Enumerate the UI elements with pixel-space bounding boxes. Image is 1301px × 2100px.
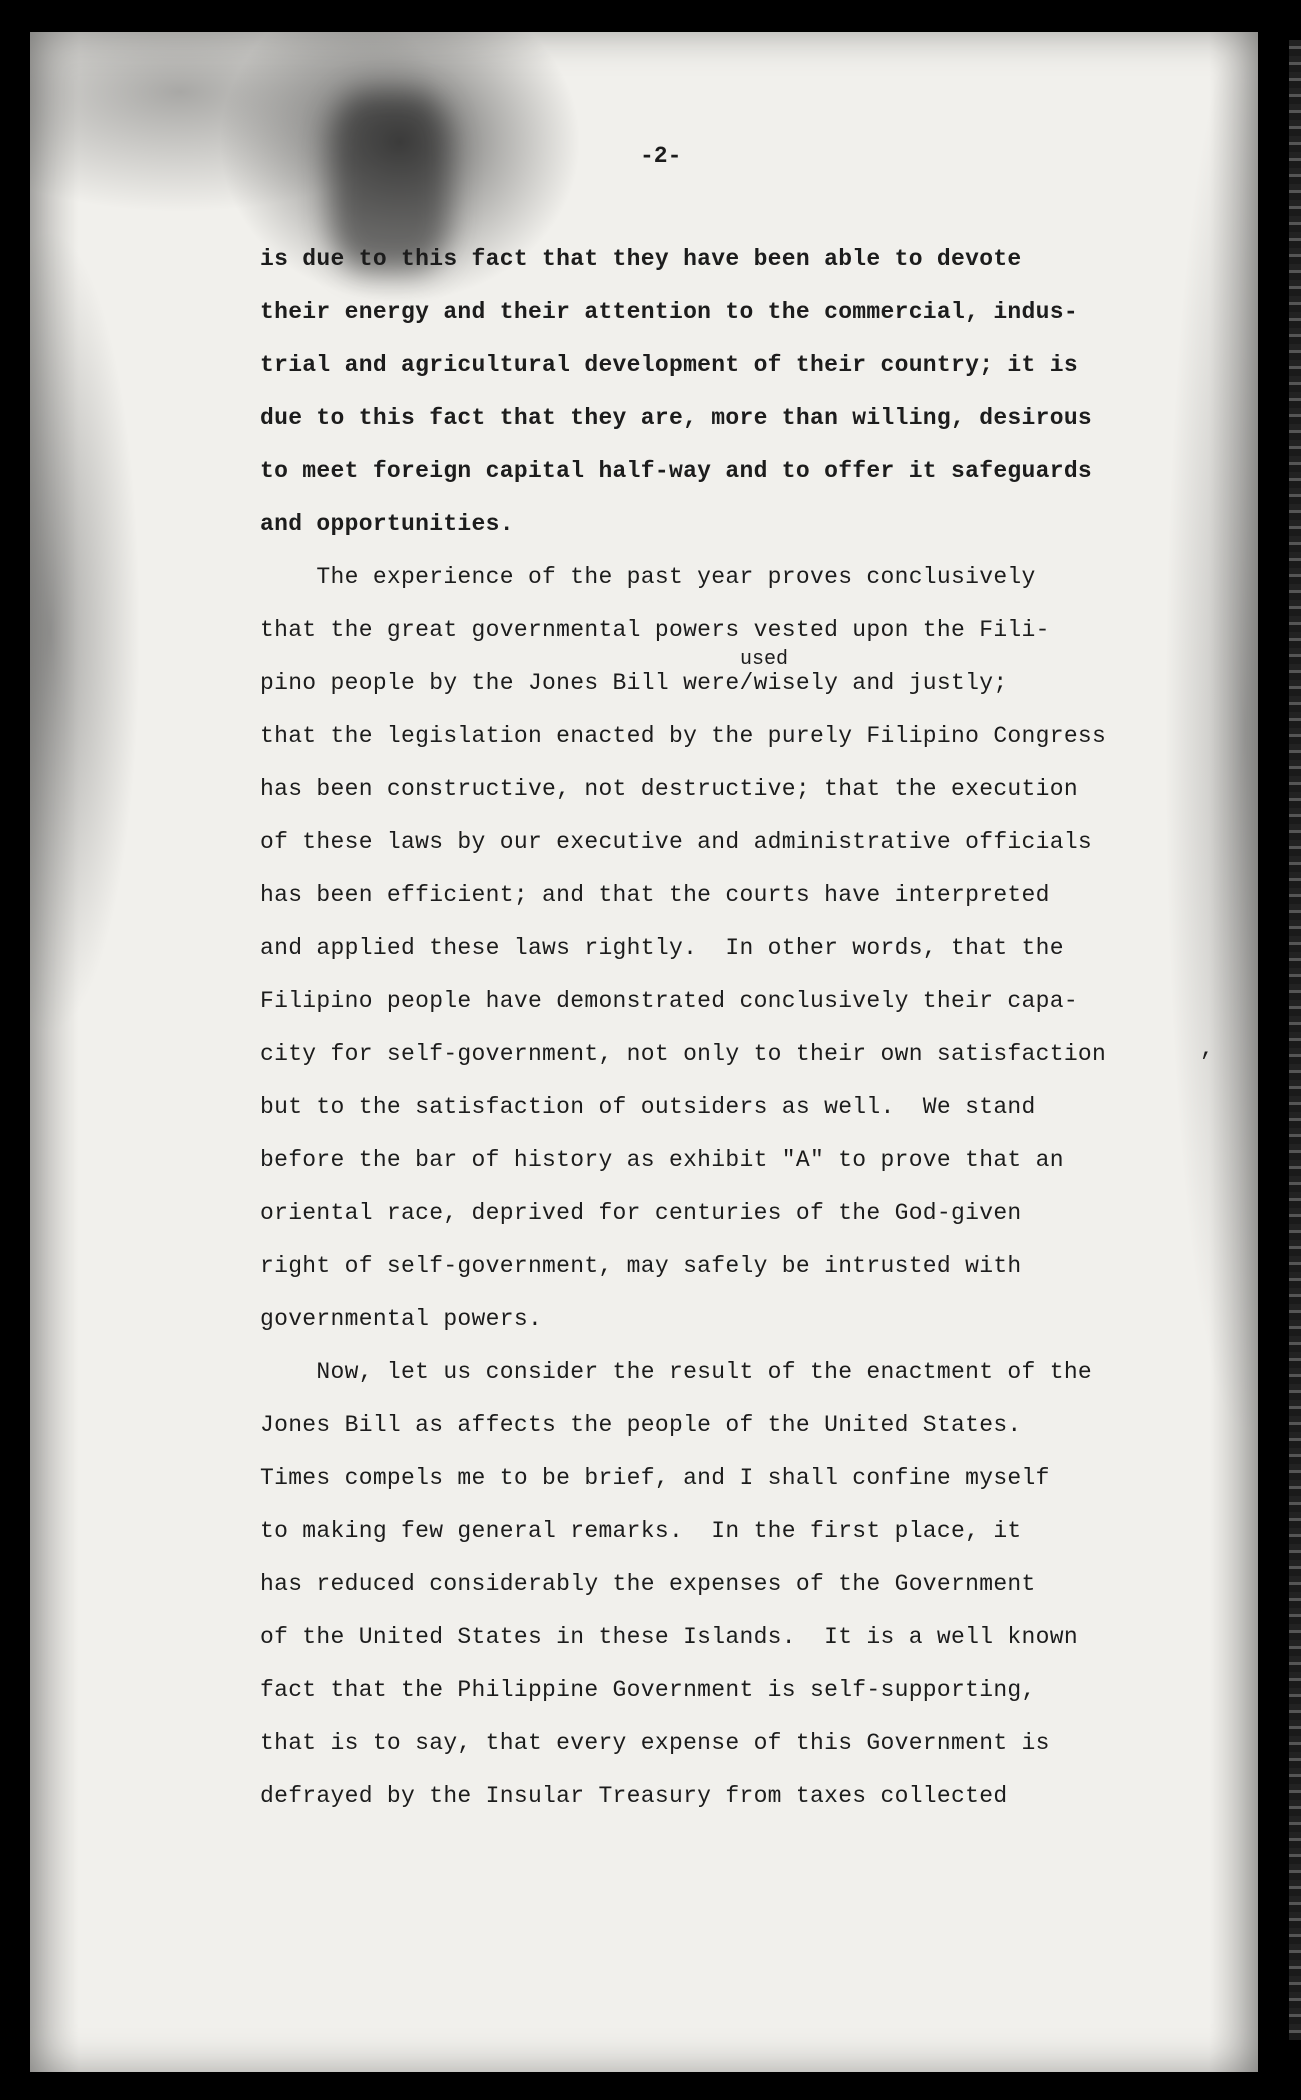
text-line: Times compels me to be brief, and I shall confine myself xyxy=(260,1465,1050,1491)
text-line: their energy and their attention to the commercial, indus- xyxy=(260,299,1078,325)
text-line: to meet foreign capital half-way and to offer it safeguards xyxy=(260,458,1093,484)
text-line: trial and agricultural development of their country; it is xyxy=(260,352,1078,378)
text-line: Jones Bill as affects the people of the United States. xyxy=(260,1412,1022,1438)
text-line: has reduced considerably the expenses of the Government xyxy=(260,1571,1036,1597)
text-line: to making few general remarks. In the first place, it xyxy=(260,1518,1022,1544)
text-line: city for self-government, not only to their own satisfaction xyxy=(260,1041,1107,1067)
page-edge xyxy=(1289,40,1301,2040)
text-line: Filipino people have demonstrated conclusively their capa- xyxy=(260,988,1078,1014)
text-line: governmental powers. xyxy=(260,1306,543,1332)
text-line: has been efficient; and that the courts have interpreted xyxy=(260,882,1050,908)
text-line: and applied these laws rightly. In other words, that the xyxy=(260,935,1064,961)
text-line: that the great governmental powers vested upon the Fili- xyxy=(260,617,1050,643)
text-line: pino people by the Jones Bill were/wisely and justly; xyxy=(260,670,1008,696)
text-line: due to this fact that they are, more than willing, desirous xyxy=(260,405,1093,431)
text-line: has been constructive, not destructive; that the execution xyxy=(260,776,1078,802)
text-line: before the bar of history as exhibit "A" to prove that an xyxy=(260,1147,1064,1173)
text-line: defrayed by the Insular Treasury from taxes collected xyxy=(260,1783,1008,1809)
interlinear-insert: used xyxy=(740,648,789,671)
text-line: that is to say, that every expense of this Government is xyxy=(260,1730,1050,1756)
text-line: Now, let us consider the result of the enactment of the xyxy=(260,1359,1093,1385)
text-line: of these laws by our executive and administrative officials xyxy=(260,829,1093,855)
margin-mark: , xyxy=(1200,1036,1214,1062)
text-line: that the legislation enacted by the purely Filipino Congress xyxy=(260,723,1107,749)
text-line: The experience of the past year proves conclusively xyxy=(260,564,1036,590)
text-line: fact that the Philippine Government is self-supporting, xyxy=(260,1677,1036,1703)
text-line: but to the satisfaction of outsiders as well. We stand xyxy=(260,1094,1036,1120)
text-line: and opportunities. xyxy=(260,511,514,537)
page-number: -2- xyxy=(640,143,682,169)
text-line: right of self-government, may safely be intrusted with xyxy=(260,1253,1022,1279)
text-line: oriental race, deprived for centuries of the God-given xyxy=(260,1200,1022,1226)
text-line: is due to this fact that they have been able to devote xyxy=(260,246,1022,272)
ink-smudge xyxy=(330,92,450,272)
text-line: of the United States in these Islands. It is a well known xyxy=(260,1624,1078,1650)
